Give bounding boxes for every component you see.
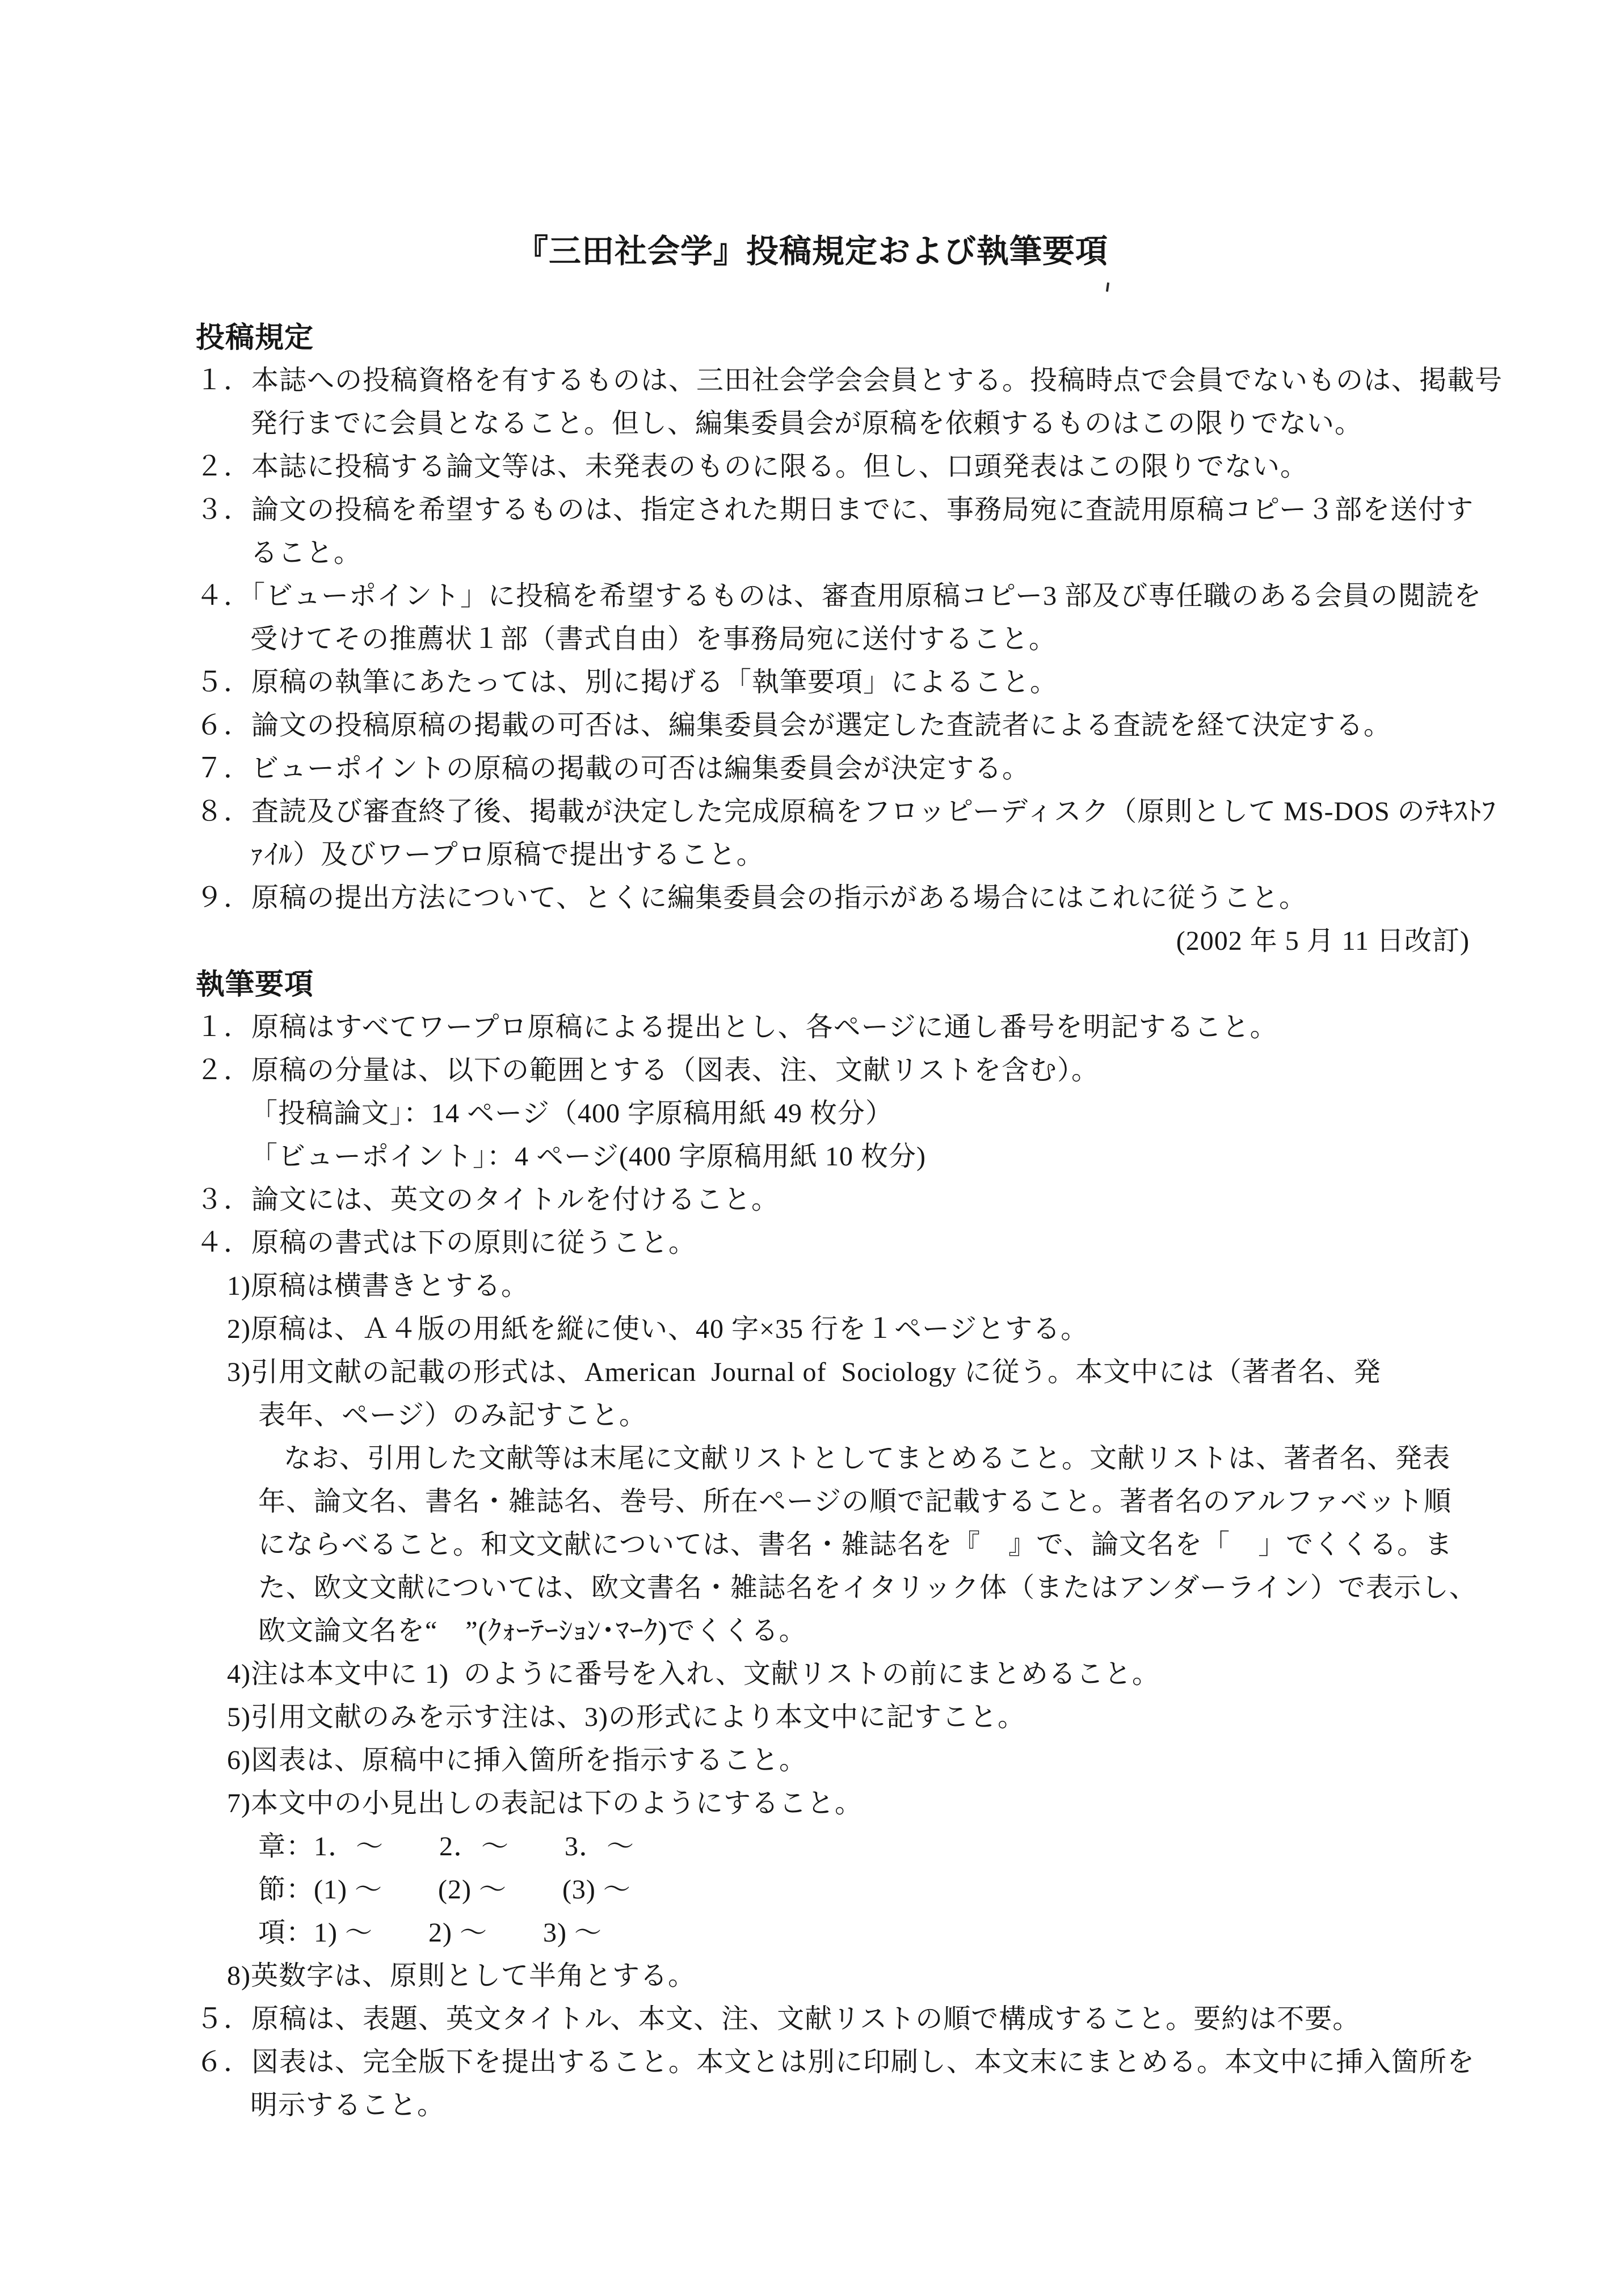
text-line: ５．原稿の執筆にあたっては、別に掲げる「執筆要項」によること。 [196,667,1058,697]
text-line: 発行までに会員となること。但し、編集委員会が原稿を依頼するものはこの限りでない。 [250,409,1363,439]
text-line: 年、論文名、書名・雑誌名、巻号、所在ページの順で記載すること。著者名のアルファベット順 [258,1487,1452,1517]
text-line: ５．原稿は、表題、英文タイトル、本文、注、文献リストの順で構成すること。要約は不要。 [196,2004,1361,2034]
text-line: ８．査読及び審査終了後、掲載が決定した完成原稿をフロッピーディスク（原則として MS-DOS のﾃｷｽﾄﾌ [196,797,1496,827]
section-heading: 投稿規定 [196,321,314,353]
text-line: 欧文論文名を“ ”(ｸｫｰﾃｰｼｮﾝ･ﾏｰｸ)でくくる。 [258,1616,807,1646]
text-line: ｧｲﾙ）及びワープロ原稿で提出すること。 [250,840,764,870]
section-heading: 執筆要項 [196,968,314,1000]
text-line: 節：(1) 〜 (2) 〜 (3) 〜 [258,1875,631,1905]
text-line: ４．「ビューポイント」に投稿を希望するものは、審査用原稿コピー3 部及び専任職のある会員の閲読を [196,581,1482,611]
text-line: ３．論文の投稿を希望するものは、指定された期日までに、事務局宛に査読用原稿コピー３部を送付す [196,495,1474,525]
text-line: 受けてその推薦状１部（書式自由）を事務局宛に送付すること。 [250,624,1057,654]
text-line: 表年、ページ）のみ記すこと。 [258,1400,647,1430]
text-line: １．原稿はすべてワープロ原稿による提出とし、各ページに通し番号を明記すること。 [196,1012,1278,1042]
text-line: 「ビューポイント」：4 ページ(400 字原稿用紙 10 枚分) [250,1142,927,1172]
text-line: ること。 [250,538,362,568]
text-line: 項：1) 〜 2) 〜 3) 〜 [258,1918,602,1948]
text-line: ４．原稿の書式は下の原則に従うこと。 [196,1228,697,1258]
text-line: ２．原稿の分量は、以下の範囲とする（図表、注、文献リストを含む）。 [196,1055,1100,1085]
text-line: ７．ビューポイントの原稿の掲載の可否は編集委員会が決定する。 [196,753,1030,784]
text-line: なお、引用した文献等は末尾に文献リストとしてまとめること。文献リストは、著者名、発表 [284,1443,1451,1473]
text-line: 8)英数字は、原則として半角とする。 [227,1961,696,1991]
revision-date: (2002 年 5 月 11 日改訂) [1176,926,1470,956]
text-line: た、欧文文献については、欧文書名・雑誌名をイタリック体（またはアンダーライン）で表示し、 [258,1573,1477,1603]
scan-artifact [1106,283,1109,292]
text-line: 7)本文中の小見出しの表記は下のようにすること。 [227,1788,863,1818]
text-line: 「投稿論文」：14 ページ（400 字原稿用紙 49 枚分） [250,1098,894,1128]
text-line: ６．論文の投稿原稿の掲載の可否は、編集委員会が選定した査読者による査読を経て決定する。 [196,710,1392,740]
text-line: 章：1．〜 2．〜 3．〜 [258,1831,635,1862]
document-title: 『三田社会学』投稿規定および執筆要項 [516,233,1108,269]
text-line: 4)注は本文中に 1) のように番号を入れ、文献リストの前にまとめること。 [227,1659,1160,1689]
text-line: にならべること。和文文献については、書名・雑誌名を『 』で、論文名を「 」でくくる。ま [258,1530,1453,1560]
text-line: １．本誌への投稿資格を有するものは、三田社会学会会員とする。投稿時点で会員でないものは、掲載号 [196,365,1503,395]
text-line: ２．本誌に投稿する論文等は、未発表のものに限る。但し、口頭発表はこの限りでない。 [196,452,1309,482]
text-line: 6)図表は、原稿中に挿入箇所を指示すること。 [227,1745,807,1775]
text-line: 明示すること。 [250,2090,445,2120]
text-line: ３．論文には、英文のタイトルを付けること。 [196,1185,780,1215]
text-line: ９．原稿の提出方法について、とくに編集委員会の指示がある場合にはこれに従うこと。 [196,883,1307,913]
text-line: 1)原稿は横書きとする。 [227,1271,529,1301]
text-line: 3)引用文献の記載の形式は、American Journal of Sociology に従う。本文中には（著者名、発 [227,1357,1382,1387]
text-line: ６．図表は、完全版下を提出すること。本文とは別に印刷し、本文末にまとめる。本文中に挿入箇所を [196,2047,1475,2077]
text-line: 2)原稿は、Ａ４版の用紙を縦に使い、40 字×35 行を１ページとする。 [227,1314,1089,1344]
text-line: 5)引用文献のみを示す注は、3)の形式により本文中に記すこと。 [227,1702,1025,1732]
